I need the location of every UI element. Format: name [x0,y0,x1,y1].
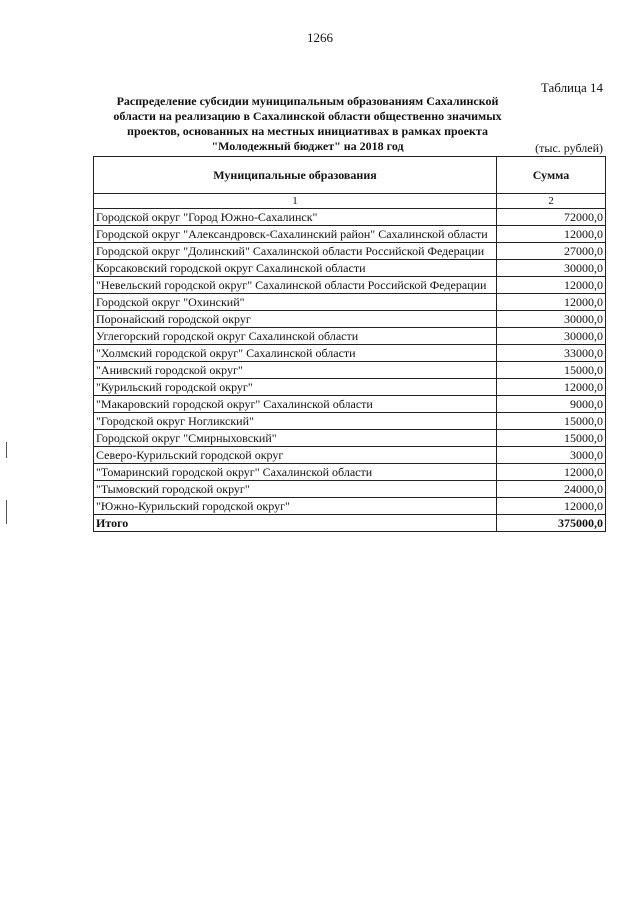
page-number: 1266 [307,30,333,45]
row-name: "Городской округ Ногликский" [94,413,497,430]
row-sum: 72000,0 [497,209,606,226]
row-name: "Макаровский городской округ" Сахалинской области [94,396,497,413]
row-sum: 27000,0 [497,243,606,260]
table-row [94,209,606,226]
row-sum: 30000,0 [497,311,606,328]
row-name: "Невельский городской округ" Сахалинской области Российской Федерации [94,277,497,294]
row-sum: 24000,0 [497,481,606,498]
table-row [94,396,606,413]
header-sum: Сумма [497,157,606,194]
table-row [94,311,606,328]
column-number-2: 2 [497,194,606,209]
table-row [94,498,606,515]
row-name: Поронайский городской округ [94,311,497,328]
table-row [94,345,606,362]
row-name: Городской округ "Долинский" Сахалинской области Российской Федерации [94,243,497,260]
table-row [94,379,606,396]
table-row [94,277,606,294]
row-name: "Тымовский городской округ" [94,481,497,498]
table-row [94,413,606,430]
table-row [94,464,606,481]
table-row [94,328,606,345]
row-sum: 9000,0 [497,396,606,413]
row-name: Углегорский городской округ Сахалинской области [94,328,497,345]
row-name: "Томаринский городской округ" Сахалинской области [94,464,497,481]
total-sum: 375000,0 [497,515,606,532]
row-name: Городской округ "Охинский" [94,294,497,311]
total-label: Итого [94,515,497,532]
table-row [94,430,606,447]
row-sum: 12000,0 [497,277,606,294]
row-sum: 30000,0 [497,328,606,345]
row-sum: 12000,0 [497,294,606,311]
subsidy-table [93,156,606,532]
table-row [94,362,606,379]
row-sum: 12000,0 [497,464,606,481]
row-name: "Анивский городской округ" [94,362,497,379]
margin-mark [6,442,7,458]
table-row [94,294,606,311]
row-sum: 33000,0 [497,345,606,362]
header-municipalities: Муниципальные образования [94,157,497,194]
table-row [94,243,606,260]
header-row [94,157,606,194]
column-number-1: 1 [94,194,497,209]
margin-mark [6,500,7,524]
row-name: Городской округ "Александровск-Сахалинский район" Сахалинской области [94,226,497,243]
row-name: "Курильский городской округ" [94,379,497,396]
row-sum: 15000,0 [497,362,606,379]
row-name: Северо-Курильский городской округ [94,447,497,464]
column-number-row [94,194,606,209]
row-name: Корсаковский городской округ Сахалинской области [94,260,497,277]
row-sum: 12000,0 [497,226,606,243]
row-sum: 12000,0 [497,498,606,515]
document-title: Распределение субсидии муниципальным образованиям Сахалинской области на реализацию в Сахалинской области общественно значимых проектов, основанных на местных инициативах в рамках проекта "Молодежный бюджет" на 2018 год [113,94,502,153]
row-sum: 12000,0 [497,379,606,396]
row-name: Городской округ "Смирныховский" [94,430,497,447]
row-sum: 15000,0 [497,430,606,447]
row-sum: 3000,0 [497,447,606,464]
row-sum: 30000,0 [497,260,606,277]
row-name: "Холмский городской округ" Сахалинской области [94,345,497,362]
total-row [94,515,606,532]
row-name: Городской округ "Город Южно-Сахалинск" [94,209,497,226]
table-row [94,226,606,243]
table-label: Таблица 14 [540,80,603,95]
table-row [94,260,606,277]
table-row [94,447,606,464]
units-label: (тыс. рублей) [535,141,603,155]
row-name: "Южно-Курильский городской округ" [94,498,497,515]
row-sum: 15000,0 [497,413,606,430]
table-row [94,481,606,498]
